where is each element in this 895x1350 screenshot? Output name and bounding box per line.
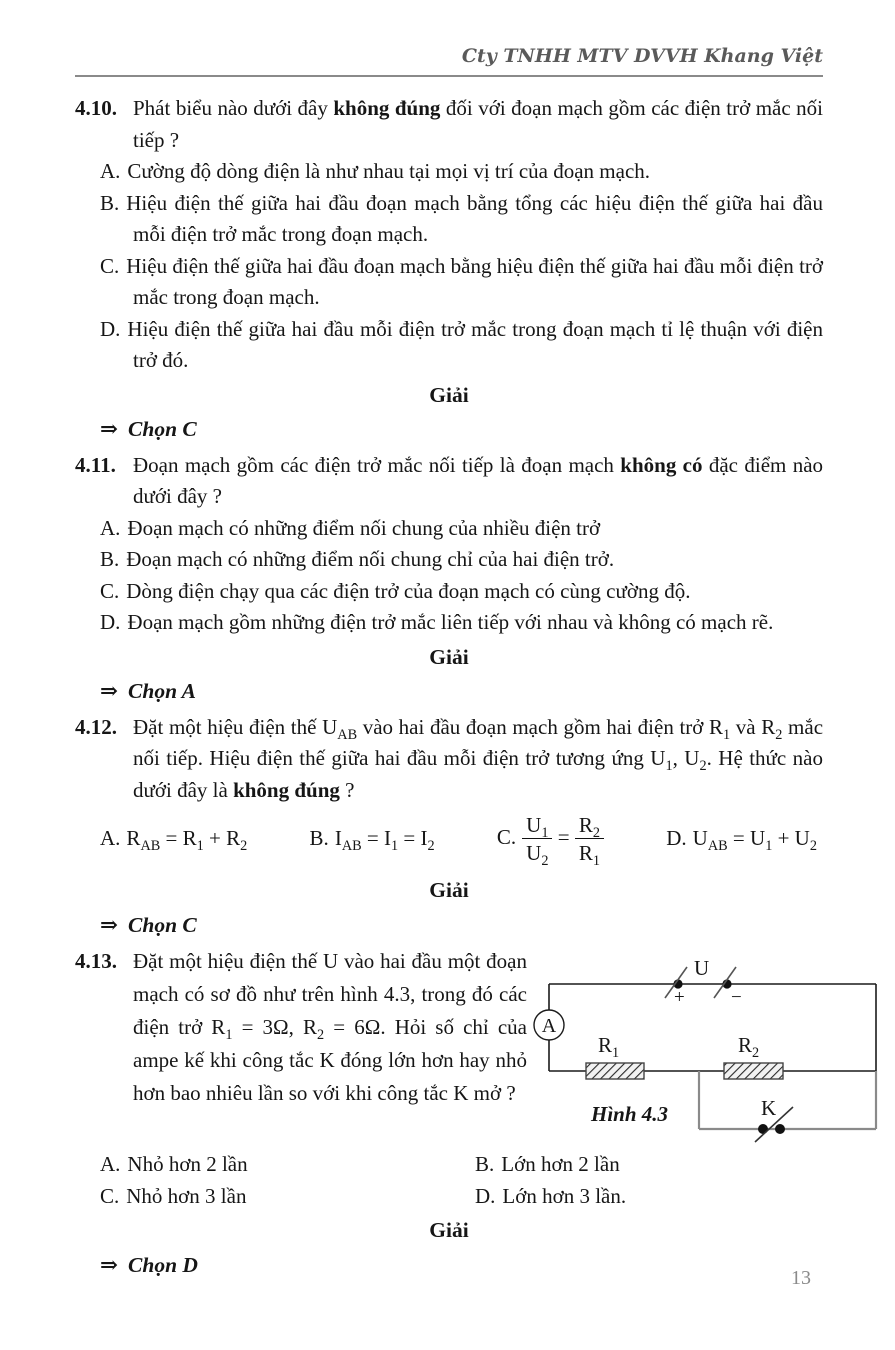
page-number: 13: [791, 1266, 811, 1289]
figure-column: [527, 945, 887, 1149]
option-label: A.: [100, 515, 121, 540]
answer-choice: Chọn C: [128, 417, 197, 441]
option-label: A.: [100, 826, 121, 851]
resistor-r2-label: $R_2$: [738, 1033, 760, 1062]
implies-arrow-icon: ⇒: [100, 912, 119, 937]
option-a: [100, 823, 247, 855]
publisher-name: Cty TNHH MTV DVVH Khang Việt: [461, 45, 823, 67]
answer-line: [75, 676, 823, 708]
option-d: [75, 607, 823, 639]
option-a: [75, 156, 823, 188]
question-number: 4.11.: [75, 452, 116, 477]
solution-heading: Giải: [429, 644, 469, 669]
solution-heading: Giải: [429, 1218, 469, 1242]
circuit-figure-4-3: [531, 956, 887, 1149]
formula: $R_{AB} = R_1 + R_2$: [126, 826, 248, 855]
question-text: [75, 93, 823, 156]
option-d: [666, 823, 817, 855]
question-4-10: [75, 93, 823, 446]
question-and-figure: [75, 945, 885, 1149]
implies-arrow-icon: ⇒: [100, 417, 119, 441]
option-label: C.: [100, 253, 120, 278]
fraction-numerator: $U_1$: [522, 812, 552, 839]
option-a: [75, 513, 823, 545]
question-4-13: [75, 945, 823, 1281]
option-d: [75, 314, 823, 377]
option-label: B.: [475, 1152, 495, 1176]
equals-sign: =: [557, 824, 570, 849]
resistor-r2: [724, 1063, 783, 1079]
option-text: Hiệu điện thế giữa hai đầu đoạn mạch bằng tổng các hiệu điện thế giữa hai đầu mỗi điện trở mắc trong đoạn mạch.: [126, 190, 823, 246]
page-body: [75, 93, 823, 1281]
question-body: Phát biểu nào dưới đây không đúng đối với đoạn mạch gồm các điện trở mắc nối tiếp ?: [133, 96, 823, 152]
option-b: [75, 544, 823, 576]
option-d: [475, 1181, 823, 1213]
question-4-11: [75, 450, 823, 708]
plus-sign: +: [674, 987, 685, 1008]
question-number: 4.10.: [75, 96, 117, 120]
option-b: [475, 1149, 823, 1181]
answer-choice: Chọn D: [128, 1252, 198, 1277]
page-header: [75, 44, 823, 77]
resistor-r1: [586, 1063, 644, 1079]
option-text: Hiệu điện thế giữa hai đầu đoạn mạch bằng hiệu điện thế giữa hai đầu mỗi điện trở mắc trong đoạn mạch.: [126, 253, 823, 309]
option-text: Nhỏ hơn 2 lần: [127, 1152, 248, 1176]
option-c: [75, 576, 823, 608]
option-text: Đoạn mạch có những điểm nối chung chỉ của hai điện trở.: [126, 547, 615, 571]
answer-line: [75, 414, 823, 446]
option-label: D.: [100, 316, 121, 341]
option-label: C.: [100, 1183, 120, 1208]
fraction-r2-r1: [575, 812, 604, 870]
formula: $I_{AB} = I_1 = I_2$: [334, 826, 435, 855]
option-c: [100, 1181, 475, 1213]
option-text: Hiệu điện thế giữa hai đầu mỗi điện trở mắc trong đoạn mạch tỉ lệ thuận với điện trở đó.: [127, 316, 823, 372]
main-loop-wires: [549, 984, 876, 1071]
header-rule: [75, 75, 823, 77]
option-text: Nhỏ hơn 3 lần: [126, 1183, 247, 1208]
implies-arrow-icon: ⇒: [100, 1252, 119, 1277]
option-label: B.: [100, 190, 120, 215]
implies-arrow-icon: ⇒: [100, 679, 119, 703]
question-body: Đặt một hiệu điện thế $U_{AB}$ vào hai đầu đoạn mạch gồm hai điện trở $R_1$ và $R_2$ mắc nối tiếp. Hiệu điện thế giữa hai đầu mỗi điện trở tương ứng $U_1$, $U_2$. Hệ thức nào dưới đây là không đúng ?: [133, 714, 824, 802]
question-text: [75, 712, 823, 807]
option-label: A.: [100, 159, 121, 183]
solution-heading: Giải: [429, 878, 469, 902]
option-a: [100, 1149, 475, 1181]
fraction-u1-u2: [522, 812, 552, 870]
resistor-r1-label: $R_1$: [598, 1033, 620, 1062]
minus-sign: −: [731, 987, 742, 1008]
question-number: 4.13.: [75, 949, 117, 973]
option-label: C.: [496, 824, 517, 849]
solution-heading: Giải: [429, 382, 469, 407]
option-b: [310, 823, 435, 855]
option-label: D.: [100, 610, 121, 634]
options-two-columns: [75, 1149, 823, 1212]
question-body: Đặt một hiệu điện thế U vào hai đầu một đoạn mạch có sơ đồ như trên hình 4.3, trong đó các điện trở $R_1 = 3\Omega$, $R_2 = 6\Omega$. Hỏi số chỉ của ampe kế khi công tắc K đóng lớn hơn hay nhỏ hơn bao nhiêu lần so với khi công tắc K mở ?: [133, 949, 527, 1105]
circuit-drawing: [531, 961, 887, 1149]
option-label: B.: [100, 547, 120, 571]
answer-line: [75, 1250, 823, 1282]
fraction-denominator: $U_2$: [526, 841, 549, 870]
question-4-12: [75, 712, 823, 942]
option-c: [496, 812, 604, 870]
option-label: D.: [475, 1183, 496, 1208]
figure-caption: Hình 4.3: [591, 1102, 669, 1126]
question-column: [75, 945, 527, 1149]
question-body: Đoạn mạch gồm các điện trở mắc nối tiếp là đoạn mạch không có đặc điểm nào dưới đây ?: [133, 452, 824, 508]
option-text: Đoạn mạch gồm những điện trở mắc liên tiếp với nhau và không có mạch rẽ.: [127, 610, 774, 634]
question-number: 4.12.: [75, 714, 117, 739]
option-label: B.: [309, 826, 329, 851]
ammeter-letter: A: [541, 1015, 557, 1037]
option-b: [75, 188, 823, 251]
option-label: D.: [666, 826, 687, 851]
option-label: C.: [100, 578, 120, 603]
option-text: Dòng điện chạy qua các điện trở của đoạn mạch có cùng cường độ.: [126, 578, 691, 603]
answer-choice: Chọn C: [128, 912, 197, 937]
option-label: A.: [100, 1152, 121, 1176]
option-text: Lớn hơn 2 lần: [501, 1152, 620, 1176]
source-voltage-label: U: [694, 956, 710, 980]
switch-k-label: K: [761, 1096, 777, 1120]
option-c: [75, 251, 823, 314]
answer-line: [75, 910, 823, 942]
question-text: [75, 945, 527, 1110]
question-text: [75, 450, 823, 513]
option-text: Lớn hơn 3 lần.: [502, 1183, 627, 1208]
formula: $U_{AB} = U_1 + U_2$: [692, 826, 817, 855]
fraction-denominator: $R_1$: [578, 841, 600, 870]
option-text: Cường độ dòng điện là như nhau tại mọi vị trí của đoạn mạch.: [127, 159, 651, 183]
option-text: Đoạn mạch có những điểm nối chung của nhiều điện trở: [127, 515, 601, 540]
answer-choice: Chọn A: [128, 679, 196, 703]
fraction-numerator: $R_2$: [575, 812, 604, 839]
formula-options-row: [75, 806, 823, 872]
